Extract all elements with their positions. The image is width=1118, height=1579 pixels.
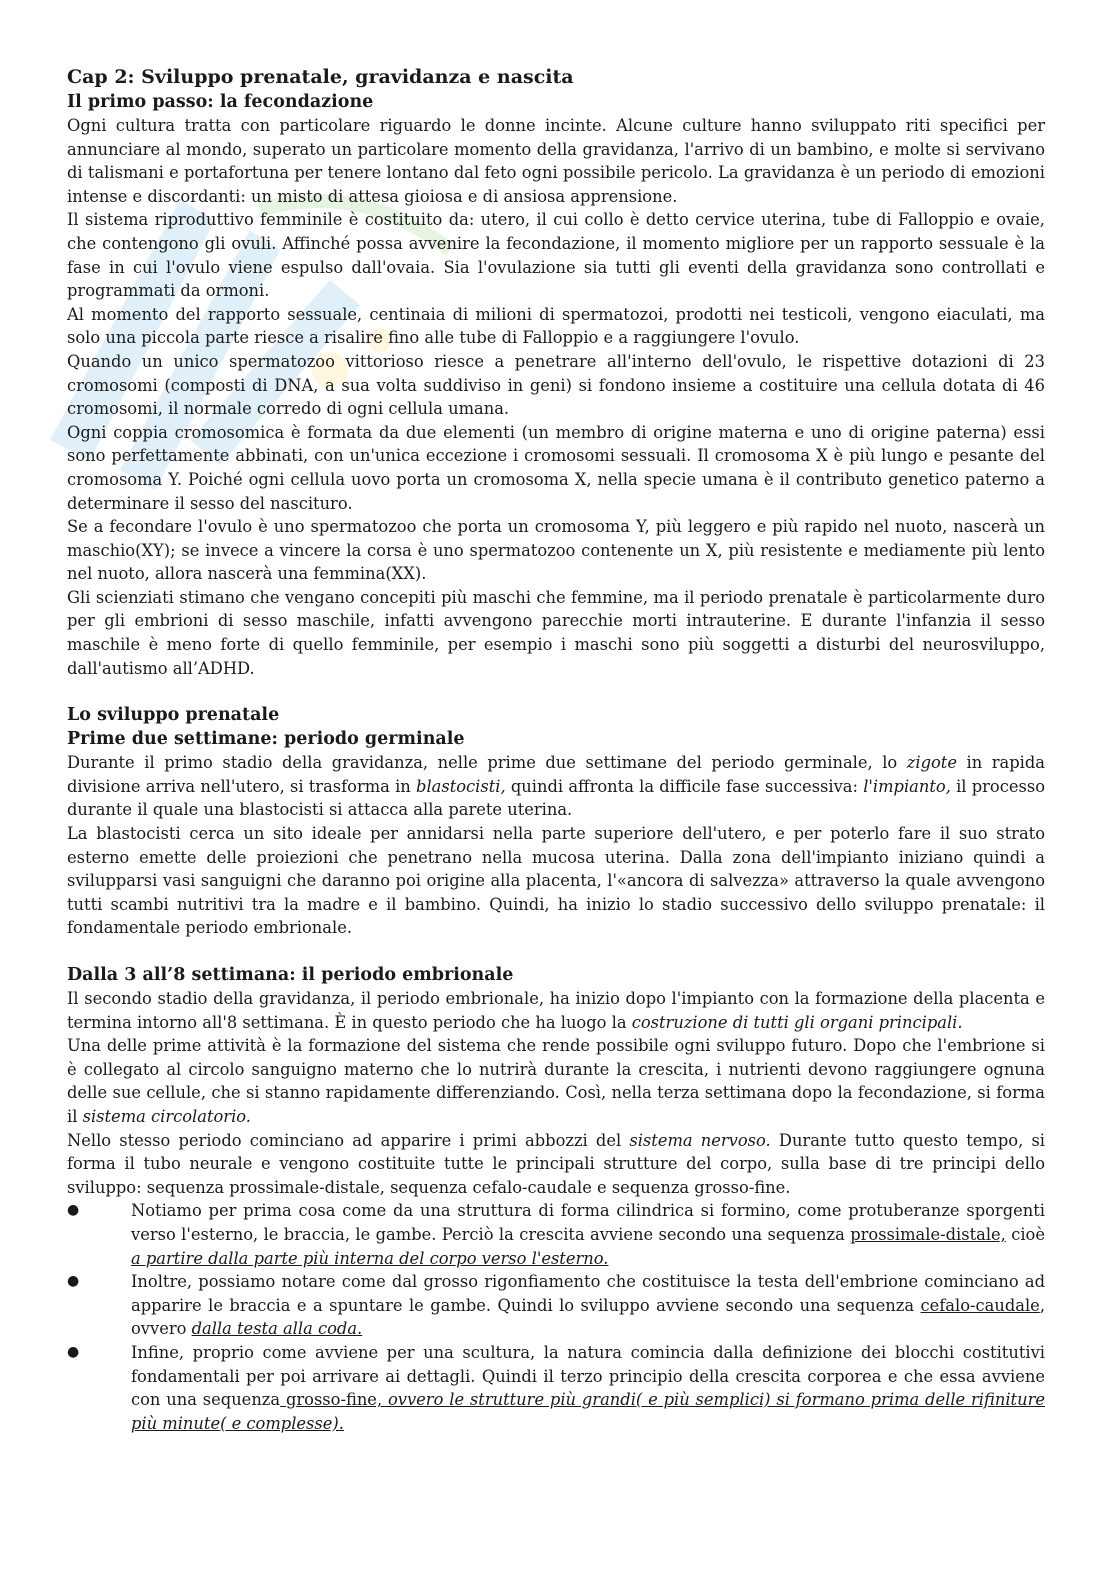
paragraph: La blastocisti cerca un sito ideale per annidarsi nella parte superiore dell'utero, e per poterlo fare il suo strato esterno emette delle proiezioni che penetrano nella mucosa uterina. Dalla zona dell'impianto iniziano quindi a svilupparsi vasi sanguigni che daranno poi origine alla placenta, l'«ancora di salvezza» attraverso la quale avvengono tutti scambi nutritivi tra la madre e il bambino. Quindi, ha inizio lo stadio successivo dello sviluppo prenatale: il fondamentale periodo embrionale. (67, 824, 1045, 938)
bullet-item: ● Infine, proprio come avviene per una scultura, la natura comincia dalla definizione dei blocchi costitutivi fondamentali per poi arrivare ai dettagli. Quindi il terzo principio della crescita corporea e che essa avviene con una sequenza grosso-fine, ovvero le strutture più grandi( e più semplici) si formano prima delle rifiniture più minute( e complesse). (67, 1341, 1045, 1435)
paragraph: Ogni cultura tratta con particolare riguardo le donne incinte. Alcune culture hanno sviluppato riti specifici per annunciare al mondo, superato un particolare momento della gravidanza, l'arrivo di un bambino, e molte si servivano di talismani e portafortuna per tenere lontano dal feto ogni possibile pericolo. La gravidanza è un periodo di emozioni intense e discordanti: un misto di attesa gioiosa e di ansiosa apprensione. (67, 116, 1045, 206)
paragraph: Il secondo stadio della gravidanza, il periodo embrionale, ha inizio dopo l'impianto con la formazione della placenta e termina intorno all'8 settimana. È in questo periodo che ha luogo la costruzione di tutti gli organi principali. (67, 989, 1045, 1032)
paragraph: Ogni coppia cromosomica è formata da due elementi (un membro di origine materna e uno di origine paterna) essi sono perfettamente abbinati, con un'unica eccezione i cromosomi sessuali. Il cromosoma X è più lungo e pesante del cromosoma Y. Poiché ogni cellula uovo porta un cromosoma X, nella specie umana è il contributo genetico paterno a determinare il sesso del nascituro. (67, 422, 1045, 513)
subheading-periodo-germinale: Prime due settimane: periodo germinale (67, 729, 465, 750)
bullet-item: ● Notiamo per prima cosa come da una struttura di forma cilindrica si formino, come protuberanze sporgenti verso l'esterno, le braccia, le gambe. Perciò la crescita avviene secondo una sequenza prossimale-distale, cioè a partire dalla parte più interna del corpo verso l'esterno. (67, 1199, 1045, 1270)
paragraph: Nello stesso periodo cominciano ad apparire i primi abbozzi del sistema nervoso. Durante tutto questo tempo, si forma il tubo neurale e vengono costituite tutte le principali strutture del corpo, sulla base di tre principi dello sviluppo: sequenza prossimale-distale, sequenza cefalo-caudale e sequenza grosso-fine. (67, 1130, 1046, 1197)
subheading-periodo-embrionale: Dalla 3 all’8 settimana: il periodo embrionale (67, 965, 514, 985)
section-heading-fecondazione: Il primo passo: la fecondazione (67, 92, 374, 112)
paragraph: Se a fecondare l'ovulo è uno spermatozoo che porta un cromosoma Y, più leggero e più rapido nel nuoto, nascerà un maschio(XY); se invece a vincere la corsa è uno spermatozoo contenente un X, più resistente e mediamente più lento nel nuoto, allora nascerà una femmina(XX). (67, 517, 1045, 584)
paragraph: Il sistema riproduttivo femminile è costituito da: utero, il cui collo è detto cervice uterina, tube di Falloppio e ovaie, che contengono gli ovuli. Affinché possa avvenire la fecondazione, il momento migliore per un rapporto sessuale è la fase in cui l'ovulo viene espulso dall'ovaia. Sia l'ovulazione sia tutti gli eventi della gravidanza sono controllati e programmati da ormoni. (67, 210, 1045, 301)
paragraph: Al momento del rapporto sessuale, centinaia di milioni di spermatozoi, prodotti nei testicoli, vengono eiaculati, ma solo una piccola parte riesce a risalire fino alle tube di Falloppio e a raggiungere l'ovulo. (67, 304, 1045, 348)
bullet-dot: ● (67, 1202, 80, 1219)
paragraph: Gli scienziati stimano che vengano concepiti più maschi che femmine, ma il periodo prenatale è particolarmente duro per gli embrioni di sesso maschile, infatti avvengono parecchie morti intrauterine. E durante l'infanzia il sesso maschile è meno forte di quello femminile, per esempio i maschi sono più soggetti a disturbi del neurosviluppo, dall'autismo all’ADHD. (67, 587, 1045, 678)
paragraph: Una delle prime attività è la formazione del sistema che rende possibile ogni sviluppo futuro. Dopo che l'embrione si è collegato al circolo sanguigno materno che lo nutrirà durante la crescita, i nutrienti devono raggiungere ognuna delle sue cellule, che si stanno rapidamente differenziando. Così, nella terza settimana dopo la fecondazione, si forma il sistema circolatorio. (67, 1036, 1045, 1126)
bullet-dot: ● (67, 1343, 80, 1360)
document-page (67, 64, 1045, 1435)
bullet-item: ● Inoltre, possiamo notare come dal grosso rigonfiamento che costituisce la testa dell'embrione cominciano ad apparire le braccia e a spuntare le gambe. Quindi lo sviluppo avviene secondo una sequenza cefalo-caudale, ovvero dalla testa alla coda. (67, 1270, 1045, 1341)
paragraph: Quando un unico spermatozoo vittorioso riesce a penetrare all'interno dell'ovulo, le rispettive dotazioni di 23 cromosomi (composti di DNA, a sua volta suddiviso in geni) si fondono insieme a costituire una cellula dotata di 46 cromosomi, il normale corredo di ogni cellula umana. (67, 351, 1045, 419)
paragraph: Durante il primo stadio della gravidanza, nelle prime due settimane del periodo germinale, lo zigote in rapida divisione arriva nell'utero, si trasforma in blastocisti, quindi affronta la difficile fase successiva: l'impianto, il processo durante il quale una blastocisti si attacca alla parete uterina. (67, 753, 1046, 820)
chapter-title: Cap 2: Sviluppo prenatale, gravidanza e nascita (67, 66, 574, 88)
section-heading-sviluppo-prenatale: Lo sviluppo prenatale (67, 705, 280, 726)
bullet-dot: ● (67, 1273, 80, 1290)
